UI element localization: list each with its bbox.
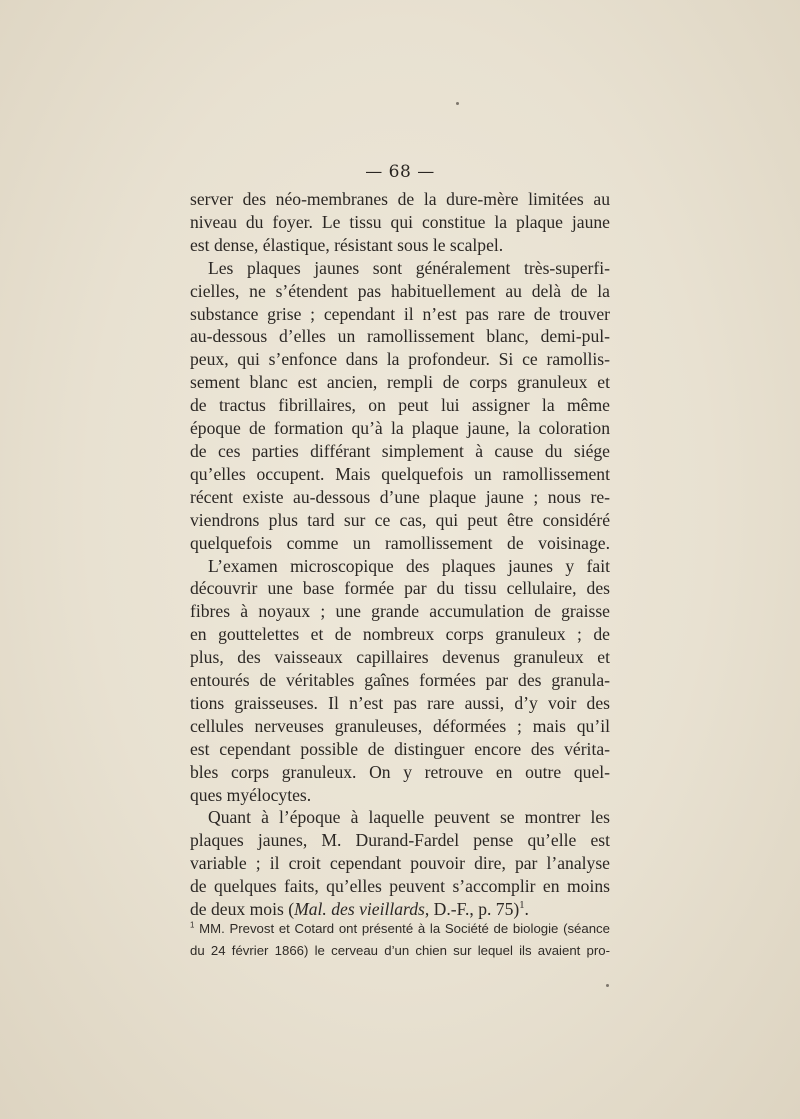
paragraph-1 bbox=[190, 188, 610, 257]
text-line: L’examen microscopique des plaques jaunes y fait bbox=[208, 555, 610, 576]
final-line-end: . bbox=[524, 899, 529, 920]
text-line: peux, qui s’enfonce dans la profondeur. Si ce ramollis- bbox=[190, 349, 610, 370]
text-line: découvrir une base formée par du tissu cellulaire, des bbox=[190, 578, 610, 599]
footnote-reference[interactable]: 1 bbox=[519, 900, 525, 912]
text-line: cellules nerveuses granuleuses, déformées ; mais qu’il bbox=[190, 715, 610, 736]
text-line: bles corps granuleux. On y retrouve en outre quel- bbox=[190, 761, 610, 782]
text-line: fibres à noyaux ; une grande accumulation de graisse bbox=[190, 601, 610, 622]
paragraph-4 bbox=[190, 806, 610, 921]
text-line: tions graisseuses. Il n’est pas rare aussi, d’y voir des bbox=[190, 692, 610, 713]
text-line: cielles, ne s’étendent pas habituellement au delà de la bbox=[190, 280, 610, 301]
text-line: de quelques faits, qu’elles peuvent s’accomplir en moins bbox=[190, 876, 610, 897]
paragraph-3 bbox=[190, 555, 610, 807]
text-line: est cependant possible de distinguer encore des vérita- bbox=[190, 738, 610, 759]
text-line: plus, des vaisseaux capillaires devenus granuleux et bbox=[190, 647, 610, 668]
paper-speck bbox=[606, 984, 609, 987]
text-line: plaques jaunes, M. Durand-Fardel pense qu’elle est bbox=[190, 830, 610, 851]
footnote-line bbox=[190, 918, 610, 940]
text-line: entourés de véritables gaînes formées par des granula- bbox=[190, 670, 610, 691]
text-line: quelquefois comme un ramollissement de voisinage. bbox=[190, 532, 610, 553]
text-line: niveau du foyer. Le tissu qui constitue la plaque jaune bbox=[190, 211, 610, 232]
text-line: ques myélocytes. bbox=[190, 784, 312, 805]
paragraph-2 bbox=[190, 257, 610, 555]
text-line: au-dessous d’elles un ramollissement blanc, demi-pul- bbox=[190, 326, 610, 347]
text-line: sement blanc est ancien, rempli de corps granuleux et bbox=[190, 372, 610, 393]
footnote-text: MM. Prevost et Cotard ont présenté à la Société de biologie (séance bbox=[199, 921, 610, 936]
final-line-start: de deux mois ( bbox=[190, 899, 295, 920]
text-line: est dense, élastique, résistant sous le scalpel. bbox=[190, 234, 504, 255]
text-line: qu’elles occupent. Mais quelquefois un ramollissement bbox=[190, 463, 610, 484]
footnote-marker: 1 bbox=[190, 920, 195, 930]
text-line: de ces parties différant simplement à cause du siége bbox=[190, 440, 610, 461]
text-line: variable ; il croit cependant pouvoir dire, par l’analyse bbox=[190, 853, 610, 874]
text-line: époque de formation qu’à la plaque jaune, la coloration bbox=[190, 418, 610, 439]
text-line: Les plaques jaunes sont généralement très-superfi- bbox=[208, 257, 610, 278]
page-number: — 68 — bbox=[365, 162, 435, 182]
final-line-after: , D.-F., p. 75) bbox=[424, 899, 520, 920]
text-line: substance grise ; cependant il n’est pas rare de trouver bbox=[190, 303, 610, 324]
text-line: récent existe au-dessous d’une plaque jaune ; nous re- bbox=[190, 486, 610, 507]
text-line: Quant à l’époque à laquelle peuvent se montrer les bbox=[208, 807, 610, 828]
text-line: en gouttelettes et de nombreux corps granuleux ; de bbox=[190, 624, 610, 645]
citation-title: Mal. des vieillards bbox=[294, 899, 425, 920]
footnote bbox=[190, 918, 610, 962]
footnote-line: du 24 février 1866) le cerveau d’un chien sur lequel ils avaient pro- bbox=[190, 943, 610, 958]
text-line: viendrons plus tard sur ce cas, qui peut être considéré bbox=[190, 509, 610, 530]
text-line: de tractus fibrillaires, on peut lui assigner la même bbox=[190, 395, 610, 416]
text-line: server des néo-membranes de la dure-mère limitées au bbox=[190, 189, 610, 209]
paper-speck bbox=[456, 102, 459, 105]
body-text bbox=[190, 188, 610, 921]
